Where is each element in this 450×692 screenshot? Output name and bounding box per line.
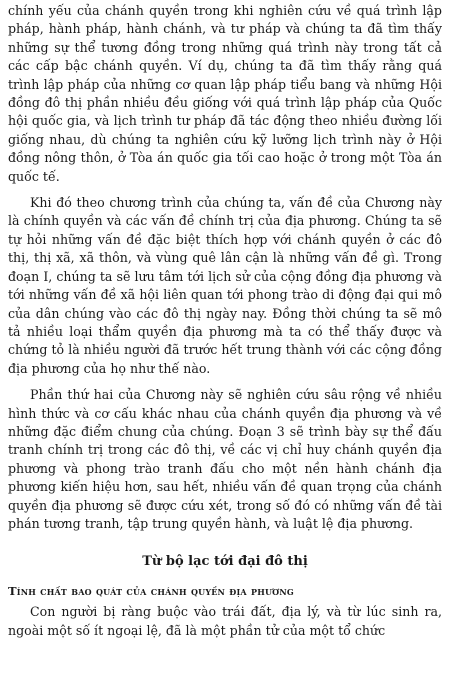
body-paragraph-1: chính yếu của chánh quyền trong khi nghiên cứu về quá trình lập pháp, hành pháp, hành chánh, và tư pháp và chúng ta đã tìm thấy những sự thể tương đồng trong những quá trình này trong tất cả các cấp bậc chánh quyền. Ví dụ, chúng ta đã tìm thấy rằng quá trình lập pháp của những cơ quan lập pháp tiểu bang và những Hội đồng đô thị phần nhiều đều giống với quá trình lập pháp của Quốc hội quốc gia, và lịch trình tư pháp đã tác động theo nhiều đường lối giống nhau, dù chúng ta nghiên cứu kỹ lưỡng lịch trình này ở Hội đồng nông thôn, ở Tòa án quốc gia tối cao hoặc ở trong một Tòa án quốc tế. [8, 3, 442, 184]
body-paragraph-4: Con người bị ràng buộc vào trái đất, địa lý, và từ lúc sinh ra, ngoài một số ít ngoại lệ, đã là một phần tử của một tổ chức [8, 604, 442, 638]
subsection-heading: Tính chất bao quát của chánh quyền địa phương [8, 584, 294, 599]
body-paragraph-3: Phần thứ hai của Chương này sẽ nghiên cứu sâu rộng về nhiều hình thức và cơ cấu khác nhau của chánh quyền địa phương và về những đặc điểm chung của chúng. Đoạn 3 sẽ trình bày sự thể đấu tranh chính trị trong các đô thị, về các vị chỉ huy chánh quyền địa phương và phong trào tranh đấu cho một nền hành chánh địa phương kiến hiệu hơn, sau hết, nhiều vấn đề quan trọng của chánh quyền địa phương sẽ được cứu xét, trong số đó có những vấn đề tài phán tương tranh, tập trung quyền hành, và luật lệ địa phương. [8, 387, 442, 531]
body-paragraph-2: Khi đó theo chương trình của chúng ta, vấn đề của Chương này là chính quyền và các vấn đề chính trị của địa phương. Chúng ta sẽ tự hỏi những vấn đề đặc biệt thích hợp với chánh quyền ở các đô thị, thị xã, xã thôn, và vùng quê lân cận là những vấn đề gì. Trong đoạn I, chúng ta sẽ lưu tâm tới lịch sử của cộng đồng địa phương và tới những vấn đề xã hội liên quan tới phong trào di động đại qui mô của dân chúng vào các đô thị ngày nay. Đồng thời chúng ta sẽ mô tả nhiều loại thẩm quyền địa phương mà ta có thể thấy được và chứng tỏ là nhiều người đã trước hết trung thành với các cộng đồng địa phương của họ như thế nào. [8, 195, 442, 376]
section-heading: Từ bộ lạc tới đại đô thị [142, 554, 308, 570]
